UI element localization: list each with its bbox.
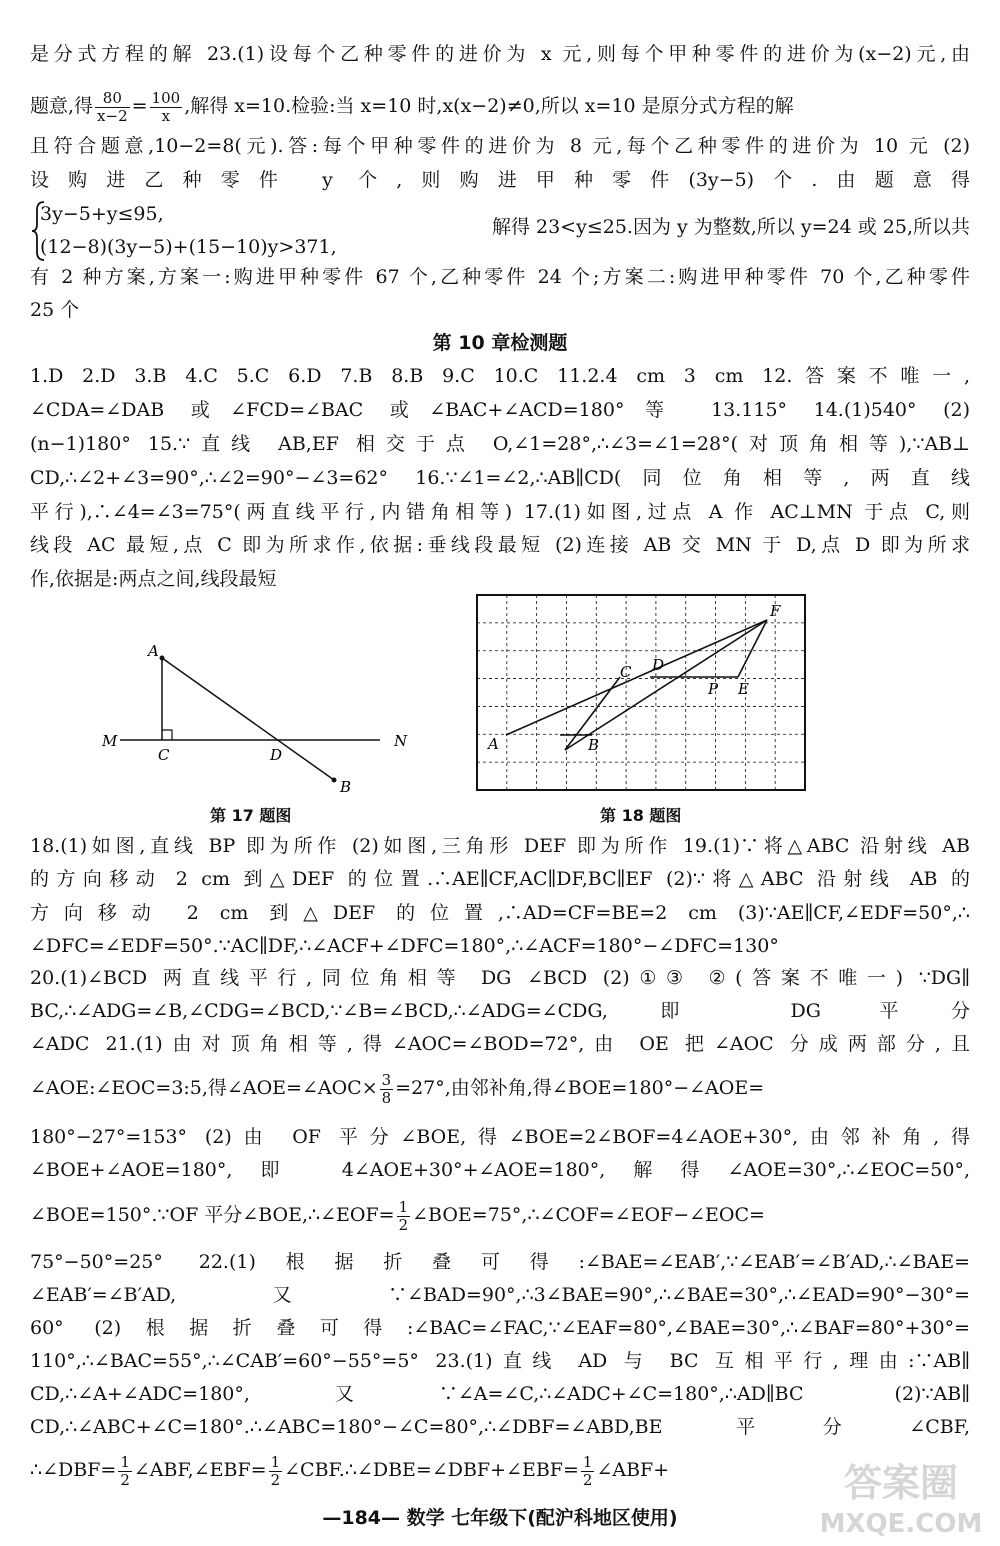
text-line: 是分式方程的解 23.(1)设每个乙种零件的进价为 x 元,则每个甲种零件的进价为(x−2)元,由 [30,43,970,65]
label-n: N [394,732,408,750]
text-span: =27°,由邻补角,得∠BOE=180°−∠AOE= [395,1077,765,1099]
text-line-fraction [30,86,970,126]
text-line: ∠ADC 21.(1)由对顶角相等,得∠AOC=∠BOD=72°,由 OE 把∠AOC 分成两部分,且 [30,1033,970,1055]
text-line: 的方向移动 2 cm 到△DEF 的位置.∴AE∥CF,AC∥DF,BC∥EF (2)∵将△ABC 沿射线 AB 的 [30,868,970,890]
text-line-fraction [30,1195,970,1235]
system-eq-2: (12−8)(3y−5)+(15−10)y>371, [40,236,337,258]
segment-ab [162,658,334,780]
text-line: BC,∴∠ADG=∠B,∠CDG=∠BCD,∵∠B=∠BCD,∴∠ADG=∠CDG,即 DG 平分 [30,1000,970,1022]
fraction [581,1454,595,1489]
text-line: 作,依据是:两点之间,线段最短 [30,568,277,590]
point-b [332,778,337,783]
text-line: CD,∴∠A+∠ADC=180°,又∵∠A=∠C,∴∠ADC+∠C=180°,∴AD∥BC (2)∵AB∥ [30,1383,970,1405]
text-line: ∠CDA=∠DAB 或∠FCD=∠BAC 或∠BAC+∠ACD=180°等 13.115° 14.(1)540° (2) [30,399,970,421]
denominator: 2 [398,1215,409,1234]
text-line: 且符合题意,10−2=8(元).答:每个甲种零件的进价为 8 元,每个乙种零件的进价为 10 元 (2) [30,135,970,157]
text-line: 有 2 种方案,方案一:购进甲种零件 67 个,乙种零件 24 个;方案二:购进甲种零件 70 个,乙种零件 [30,266,970,288]
system-eq-1: 3y−5+y≤95, [40,203,164,225]
figure-18-caption: 第 18 题图 [600,806,682,825]
label-d: D [270,746,283,764]
numerator: 1 [582,1452,593,1471]
right-angle-mark [162,730,172,740]
line-bp [565,620,767,750]
denominator: 8 [381,1088,392,1107]
fraction [95,90,130,125]
figure-17-caption: 第 17 题图 [210,806,292,825]
denominator: 2 [270,1470,281,1489]
text-span: ∠AOE:∠EOC=3:5,得∠AOE=∠AOC× [30,1077,378,1099]
text-line: 180°−27°=153° (2)由 OF 平分∠BOE,得∠BOE=2∠BOF=4∠AOE+30°,由邻补角,得 [30,1126,970,1148]
text-line: ∠EAB′=∠B′AD,又∵∠BAD=90°,∴3∠BAE=90°,∴∠BAE=30°,∴∠EAD=90°−30°= [30,1284,970,1306]
text-line: 设购进乙种零件 y 个,则购进甲种零件(3y−5)个.由题意得 [30,169,970,191]
numerator: 100 [151,88,181,107]
fraction [118,1454,132,1489]
fraction [397,1199,411,1234]
text-span: ∠CBF.∴∠DBE=∠DBF+∠EBF= [284,1459,579,1481]
watermark-logo [816,1448,986,1540]
text-span: 题意,得 [30,95,94,117]
svg-text:MXQE.COM: MXQE.COM [819,1509,983,1539]
text-line: 20.(1)∠BCD 两直线平行,同位角相等 DG ∠BCD (2)①③ ②(答案不唯一) ∵DG∥ [30,967,970,989]
text-span: ,解得 x=10.检验:当 x=10 时,x(x−2)≠0,所以 x=10 是原分式方程的解 [184,95,794,117]
label-b: B [588,736,600,754]
numerator: 1 [398,1197,409,1216]
label-m: M [102,732,118,750]
section-title: 第 10 章检测题 [432,332,568,354]
text-span: ∠BOE=75°,∴∠COF=∠EOF−∠EOC= [412,1204,765,1226]
label-b: B [340,778,352,796]
text-span: ∠ABF+ [596,1459,670,1481]
text-line: ∠BOE+∠AOE=180°,即 4∠AOE+30°+∠AOE=180°,解得∠AOE=30°,∴∠EOC=50°, [30,1159,970,1181]
fraction [150,90,183,125]
denominator: 2 [120,1470,130,1489]
text-line: CD,∴∠ABC+∠C=180°.∴∠ABC=180°−∠C=80°,∴∠DBF=∠ABD,BE 平分∠CBF, [30,1416,970,1438]
label-p: P [708,680,719,698]
text-line: 线段 AC 最短,点 C 即为所求作,依据:垂线段最短 (2)连接 AB 交 MN 于 D,点 D 即为所求 [30,534,970,556]
text-line: 25 个 [30,299,80,321]
svg-text:答案圈: 答案圈 [843,1461,959,1505]
text-line: 110°,∴∠BAC=55°,∴∠CAB′=60°−55°=5° 23.(1)直线 AD 与 BC 互相平行,理由:∵AB∥ [30,1350,970,1372]
text-line: 平行),∴∠4=∠3=75°(两直线平行,内错角相等) 17.(1)如图,过点 A 作 AC⊥MN 于点 C,则 [30,501,970,523]
figure-17 [100,630,430,800]
text-span: = [131,95,148,117]
fraction [380,1072,394,1107]
text-span: ∠BOE=150°.∵OF 平分∠BOE,∴∠EOF= [30,1204,395,1226]
numerator: 80 [95,90,130,108]
denominator: 2 [582,1470,593,1489]
point-a [160,656,165,661]
page-footer: —184— 数学 七年级下(配沪科地区使用) [322,1507,678,1529]
text-line: 60° (2)根据折叠可得:∠BAC=∠FAC,∵∠EAF=80°,∠BAE=30°,∴∠BAF=80°+30°= [30,1317,970,1339]
text-line: ∠DFC=∠EDF=50°.∵AC∥DF,∴∠ACF+∠DFC=180°,∴∠ACF=180°−∠DFC=130° [30,935,779,957]
denominator: x−2 [97,106,128,125]
figure-18 [470,590,820,800]
label-a: A [148,642,159,660]
label-e: E [738,680,749,698]
label-c: C [158,746,170,764]
label-d: D [652,656,665,674]
text-line: 解得 23<y≤25.因为 y 为整数,所以 y=24 或 25,所以共 [491,216,970,238]
text-line: 75°−50°=25° 22.(1)根据折叠可得:∠BAE=∠EAB′,∵∠EAB′=∠B′AD,∴∠BAE= [30,1251,970,1273]
numerator: 3 [381,1070,392,1089]
text-line-fraction [30,1068,970,1108]
text-line: 方向移动 2 cm 到△DEF 的位置,∴AD=CF=BE=2 cm (3)∵AE∥CF,∠EDF=50°,∴ [30,902,970,924]
denominator: x [161,106,171,125]
label-f: F [770,602,781,620]
text-line: (n−1)180° 15.∵直线 AB,EF 相交于点 O,∠1=28°,∴∠3=∠1=28°(对顶角相等),∵AB⊥ [30,433,970,455]
numerator: 1 [270,1452,281,1471]
text-span: ∠ABF,∠EBF= [133,1459,267,1481]
label-c: C [620,663,632,681]
text-line: CD,∴∠2+∠3=90°,∴∠2=90°−∠3=62° 16.∵∠1=∠2,∴AB∥CD(同位角相等,两直线 [30,467,970,489]
label-a: A [488,735,499,753]
fraction [269,1454,283,1489]
numerator: 1 [120,1452,130,1471]
text-line: 18.(1)如图,直线 BP 即为所作 (2)如图,三角形 DEF 即为所作 19.(1)∵将△ABC 沿射线 AB [30,835,970,857]
text-span: ∴∠DBF= [30,1459,117,1481]
text-line: 1.D 2.D 3.B 4.C 5.C 6.D 7.B 8.B 9.C 10.C 11.2.4 cm 3 cm 12.答案不唯一, [30,365,970,387]
